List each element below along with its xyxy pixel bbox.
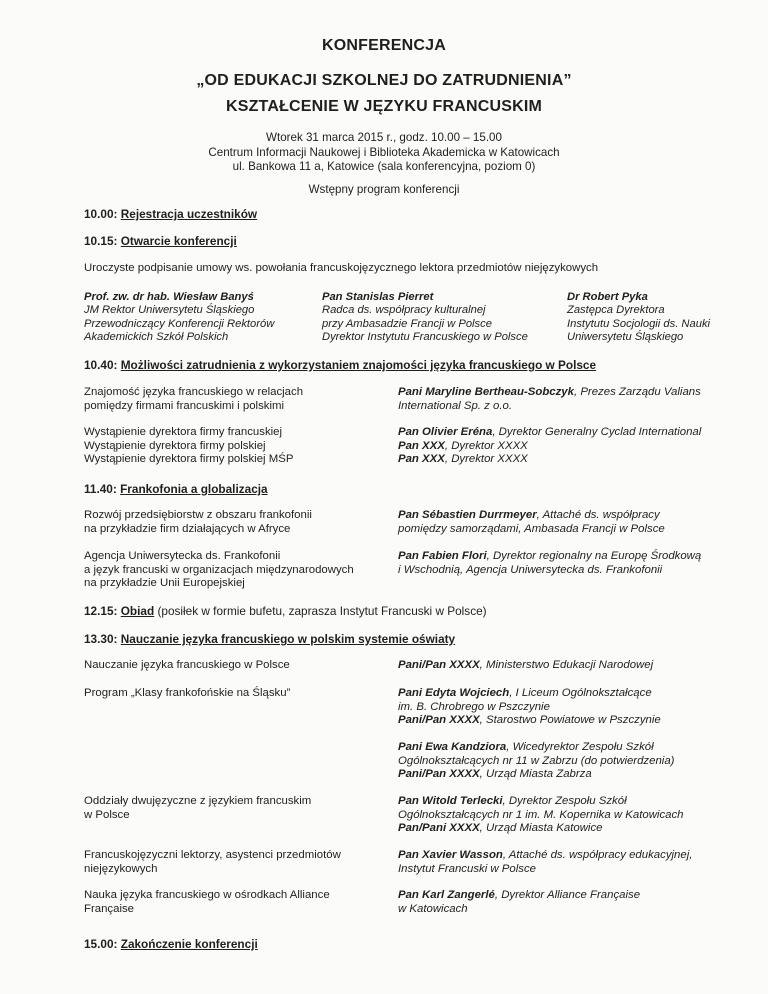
topic-line: Oddziały dwujęzyczne z językiem francuskim — [84, 795, 312, 807]
speaker-name: Pan Xavier Wasson — [398, 849, 503, 861]
speaker-name: Pan Olivier Eréna — [398, 426, 493, 438]
speaker-name: Pani Edyta Wojciech — [398, 687, 510, 699]
section-registration — [84, 207, 257, 221]
speaker-role: Ogólnokształcących nr 11 w Zabrzu (do potwierdzenia) — [398, 754, 675, 767]
venue-line-2: ul. Bankowa 11 a, Katowice (sala konferencyjna, poziom 0) — [232, 160, 536, 173]
speaker-role: , Urząd Miasta Katowice — [479, 822, 603, 835]
signatory-2 — [322, 291, 528, 345]
speaker-name: Pan Witold Terlecki — [398, 795, 503, 807]
section-note: (posiłek w formie bufetu, zaprasza Instytut Francuski w Polsce) — [157, 604, 487, 618]
topic-line: Agencja Uniwersytecka ds. Frankofonii — [84, 550, 281, 562]
signatory-role: JM Rektor Uniwersytetu Śląskiego — [84, 304, 255, 317]
signatory-role: Akademickich Szkół Polskich — [84, 331, 229, 344]
speaker-role: pomiędzy samorządami, Ambasada Francji w Polsce — [398, 522, 665, 535]
section-title: Obiad — [120, 604, 155, 618]
signatory-1 — [84, 291, 274, 345]
section-time: 12.15: — [84, 604, 118, 618]
topic-line: Wystąpienie dyrektora firmy polskiej MŚP — [84, 453, 294, 466]
topic-line: Francuskojęzyczni lektorzy, asystenci przedmiotów — [84, 849, 341, 861]
speaker-role: , Dyrektor Alliance Française — [494, 889, 641, 901]
section-time: 10.40: — [84, 358, 118, 372]
section-title: Frankofonia a globalizacja — [120, 482, 268, 496]
agenda-speaker — [398, 659, 743, 673]
speaker-role: , Ministerstwo Edukacji Narodowej — [479, 659, 654, 671]
topic-line: Nauczanie języka francuskiego w Polsce — [84, 659, 290, 671]
section-time: 10.15: — [84, 234, 118, 248]
topic-line: Rozwój przedsiębiorstw z obszaru frankofonii — [84, 509, 312, 521]
agenda-speaker — [398, 687, 743, 728]
speaker-role: , Urząd Miasta Zabrza — [479, 768, 592, 781]
program-label: Wstępny program konferencji — [308, 183, 460, 196]
signatory-name: Dr Robert Pyka — [567, 291, 648, 303]
signatory-role: Instytutu Socjologii ds. Nauki — [567, 317, 711, 330]
topic-line: a język francuski w organizacjach międzynarodowych — [84, 563, 354, 576]
signatory-role: Zastępca Dyrektora — [567, 304, 665, 317]
speaker-role: im. B. Chrobrego w Pszczynie — [398, 700, 550, 713]
speaker-role: , Prezes Zarządu Valians — [573, 386, 701, 398]
section-time: 13.30: — [84, 632, 118, 646]
agenda-topic — [84, 795, 384, 822]
signatory-name: Prof. zw. dr hab. Wiesław Banyś — [84, 291, 254, 303]
speaker-name: Pan XXX — [398, 439, 445, 452]
speaker-role: , Attaché ds. współpracy — [536, 509, 660, 521]
speaker-name: Pani/Pan XXXX — [398, 659, 480, 671]
signatory-name: Pan Stanislas Pierret — [322, 291, 434, 303]
conference-subtitle: KSZTAŁCENIE W JĘZYKU FRANCUSKIM — [225, 98, 543, 115]
speaker-name: Pani/Pan XXXX — [398, 714, 480, 727]
conference-title: „OD EDUKACJI SZKOLNEJ DO ZATRUDNIENIA” — [196, 72, 572, 89]
speaker-role: Instytut Francuski w Polsce — [398, 862, 537, 875]
agenda-speaker — [398, 550, 743, 577]
topic-line: Nauka języka francuskiego w ośrodkach Alliance — [84, 889, 330, 901]
speaker-role: International Sp. z o.o. — [398, 399, 512, 412]
speaker-role: , Dyrektor Generalny Cyclad International — [492, 426, 702, 438]
section-title: Otwarcie konferencji — [120, 234, 237, 248]
section-lunch — [84, 604, 487, 618]
speaker-name: Pan Karl Zangerlé — [398, 889, 495, 901]
signatory-role: Dyrektor Instytutu Francuskiego w Polsce — [322, 331, 528, 344]
speaker-name: Pani Ewa Kandziora — [398, 741, 507, 753]
agenda-speaker — [398, 509, 743, 536]
agenda-topic — [84, 509, 384, 536]
agenda-topic — [84, 687, 384, 701]
speaker-role: , Dyrektor XXXX — [444, 453, 528, 466]
section-time: 10.00: — [84, 207, 118, 221]
agenda-speaker — [398, 795, 743, 836]
topic-line: Wystąpienie dyrektora firmy polskiej — [84, 439, 266, 452]
speaker-role: , Attaché ds. współpracy edukacyjnej, — [502, 849, 693, 861]
speaker-name: Pani/Pan XXXX — [398, 768, 480, 781]
topic-line: Française — [84, 902, 135, 915]
section-francophonie — [84, 482, 268, 496]
speaker-role: , Dyrektor regionalny na Europę Środkową — [486, 550, 702, 562]
topic-line: w Polsce — [84, 808, 130, 821]
section-title: Rejestracja uczestników — [120, 207, 258, 221]
agenda-speaker — [398, 889, 743, 916]
agenda-speaker — [398, 849, 743, 876]
topic-line: pomiędzy firmami francuskimi i polskimi — [84, 399, 285, 412]
agenda-topic — [84, 849, 384, 876]
agenda-topic — [84, 386, 384, 413]
section-title: Zakończenie konferencji — [120, 937, 258, 951]
speaker-role: w Katowicach — [398, 902, 468, 915]
section-title: Możliwości zatrudnienia z wykorzystaniem znajomości języka francuskiego w Polsce — [120, 358, 597, 372]
signatory-role: przy Ambasadzie Francji w Polsce — [322, 317, 492, 330]
agenda-speaker — [398, 741, 743, 782]
speaker-role: , Dyrektor Zespołu Szkół — [502, 795, 627, 807]
section-time: 11.40: — [84, 482, 117, 496]
agenda-topic — [84, 550, 394, 591]
signatory-role: Uniwersytetu Śląskiego — [567, 331, 684, 344]
signatory-role: Przewodniczący Konferencji Rektorów — [84, 317, 275, 330]
speaker-name: Pan Fabien Flori — [398, 550, 487, 562]
speaker-name: Pan Sébastien Durrmeyer — [398, 509, 537, 521]
topic-line: niejęzykowych — [84, 862, 158, 875]
conference-heading: KONFERENCJA — [322, 37, 446, 54]
topic-line: Wystąpienie dyrektora firmy francuskiej — [84, 426, 283, 438]
speaker-role: , Dyrektor XXXX — [444, 439, 528, 452]
speaker-name: Pani Maryline Bertheau-Sobczyk — [398, 386, 574, 398]
venue-line-1: Centrum Informacji Naukowej i Biblioteka Akademicka w Katowicach — [208, 146, 560, 159]
speaker-name: Pan/Pani XXXX — [398, 822, 480, 835]
section-title: Nauczanie języka francuskiego w polskim systemie oświaty — [120, 632, 456, 646]
agenda-topic — [84, 426, 384, 467]
topic-line: Znajomość języka francuskiego w relacjach — [84, 386, 304, 398]
section-time: 15.00: — [84, 937, 118, 951]
agenda-speaker — [398, 426, 743, 467]
speaker-role: , Wicedyrektor Zespołu Szkół — [506, 741, 654, 753]
topic-line: Program „Klasy frankofońskie na Śląsku” — [84, 687, 291, 699]
topic-line: na przykładzie Unii Europejskiej — [84, 577, 245, 590]
speaker-role: , Starostwo Powiatowe w Pszczynie — [479, 714, 661, 727]
agenda-topic — [84, 659, 384, 673]
speaker-role: , I Liceum Ogólnokształcące — [509, 687, 652, 699]
speaker-role: i Wschodnią, Agencja Uniwersytecka ds. Frankofonii — [398, 563, 663, 576]
speaker-name: Pan XXX — [398, 453, 445, 466]
section-closing — [84, 937, 258, 951]
signing-text: Uroczyste podpisanie umowy ws. powołania francuskojęzycznego lektora przedmiotów niejęzykowych — [84, 262, 599, 274]
signatory-role: Radca ds. współpracy kulturalnej — [322, 304, 486, 317]
speaker-role: Ogólnokształcących nr 1 im. M. Kopernika w Katowicach — [398, 808, 684, 821]
topic-line: na przykładzie firm działających w Afryce — [84, 522, 291, 535]
agenda-topic — [84, 889, 384, 916]
section-employment — [84, 358, 596, 372]
agenda-speaker — [398, 386, 743, 413]
date-line: Wtorek 31 marca 2015 r., godz. 10.00 – 15.00 — [266, 131, 502, 144]
signatory-3 — [567, 291, 710, 345]
section-teaching — [84, 632, 455, 646]
section-opening — [84, 234, 237, 248]
